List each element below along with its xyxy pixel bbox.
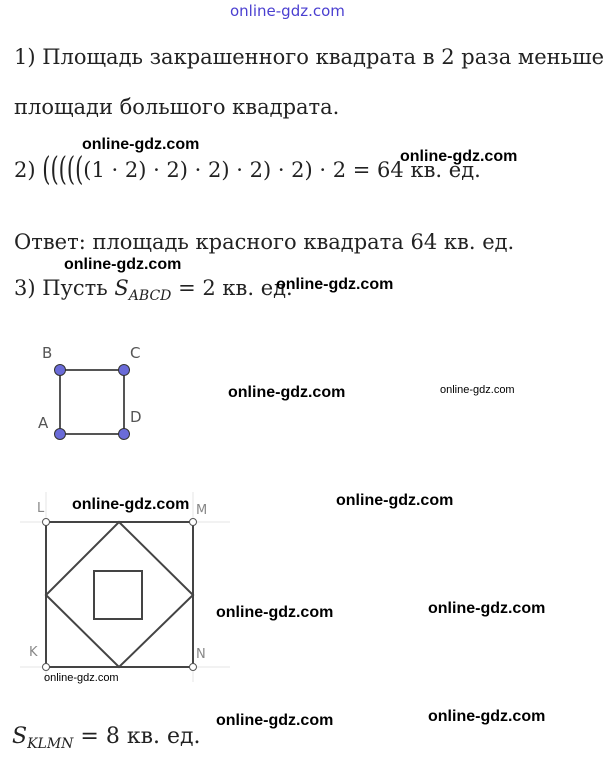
watermark: online-gdz.com: [428, 708, 546, 725]
watermark: online-gdz.com: [400, 148, 518, 165]
label-m: M: [196, 503, 208, 518]
square-klmn: [46, 522, 193, 667]
final-value: = 8 кв. ед.: [80, 724, 201, 749]
expression-line: 2) ((((((1 · 2) · 2) · 2) · 2) · 2) · 2 = 64 кв. ед.: [14, 150, 481, 188]
paren-open: (: [42, 150, 51, 188]
point-n: [190, 664, 197, 671]
inner-square: [94, 571, 142, 619]
let-value: = 2 кв. ед.: [178, 276, 293, 300]
let-prefix: 3) Пусть: [14, 276, 108, 300]
square-abcd-figure: [30, 338, 140, 448]
label-n: N: [196, 647, 206, 662]
watermark: online-gdz.com: [336, 492, 454, 509]
label-k: K: [29, 645, 38, 660]
label-c: C: [130, 344, 141, 362]
point-b: [55, 365, 66, 376]
label-a: A: [38, 414, 49, 432]
point-c: [119, 365, 130, 376]
point-k: [43, 664, 50, 671]
area-symbol: S: [114, 276, 129, 300]
label-b: B: [42, 344, 53, 362]
square-abcd: [60, 370, 124, 434]
expression-prefix: 2): [14, 158, 36, 182]
watermark: online-gdz.com: [82, 136, 200, 153]
watermark: online-gdz.com: [440, 384, 515, 396]
expression-body: (1 · 2) · 2) · 2) · 2) · 2) · 2 = 64: [83, 158, 404, 182]
square-klmn-figure: [20, 492, 230, 682]
statement-line-2: площади большого квадрата.: [14, 95, 340, 119]
final-line: [12, 724, 201, 752]
statement-line-1: 1) Площадь закрашенного квадрата в 2 раза меньше: [14, 45, 604, 69]
watermark: online-gdz.com: [228, 384, 346, 401]
inscribed-diamond: [46, 522, 193, 667]
let-line: [14, 276, 293, 304]
point-l: [43, 519, 50, 526]
area-subscript: ABCD: [128, 288, 172, 304]
point-a: [55, 429, 66, 440]
label-l: L: [37, 501, 45, 516]
watermark: online-gdz.com: [72, 496, 190, 513]
point-m: [190, 519, 197, 526]
expression-unit: кв. ед.: [410, 158, 481, 182]
final-area-subscript: KLMN: [27, 736, 74, 752]
watermark: online-gdz.com: [216, 604, 334, 621]
label-d: D: [130, 408, 142, 426]
watermark: online-gdz.com: [428, 600, 546, 617]
watermark: online-gdz.com: [44, 672, 119, 684]
watermark: online-gdz.com: [216, 712, 334, 729]
watermark: online-gdz.com: [276, 276, 394, 293]
answer-line: Ответ: площадь красного квадрата 64 кв. ед.: [14, 230, 515, 254]
point-d: [119, 429, 130, 440]
watermark: online-gdz.com: [64, 256, 182, 273]
watermark-top: online-gdz.com: [230, 2, 345, 20]
final-area-symbol: S: [12, 724, 28, 749]
